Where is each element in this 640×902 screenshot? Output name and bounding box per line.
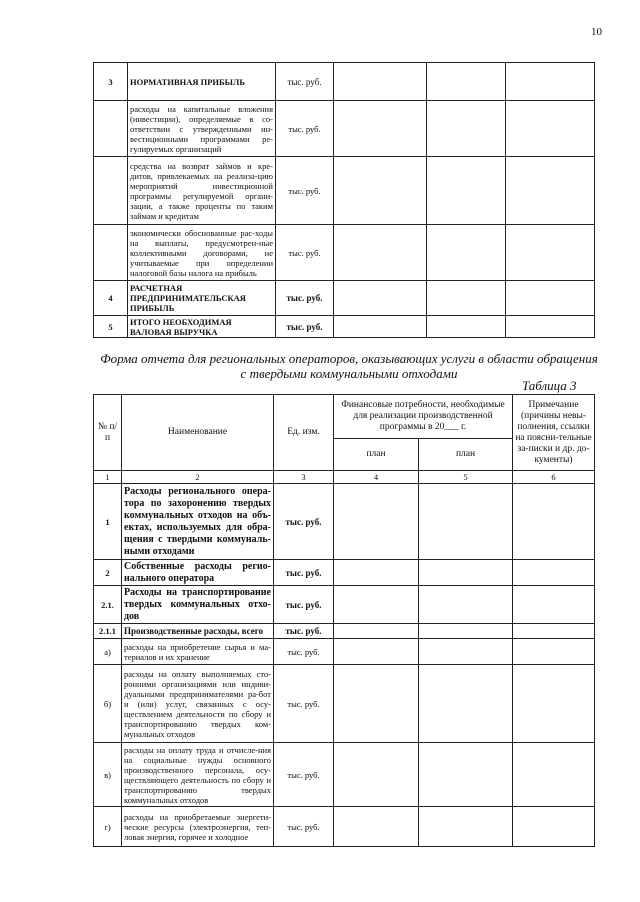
row-number: 5 (94, 316, 128, 338)
row-name: расходы на оплату труда и отчисле-ния на социальные нужды основного производственного персонала, осу-ществляющего деятельность по сбору и транспортированию твердых коммунальных отходов (122, 743, 274, 807)
row-number: 1 (94, 484, 122, 560)
table-row (94, 560, 595, 586)
header-note: Примечание (причины невы-полнения, ссылки на поясни-тельные за-писки и др. до-кументы) (513, 395, 595, 471)
row-name: средства на возврат займов и кре-дитов, привлекаемых на реализа-цию мероприятий инвестиционной программы регулируемой органи-зации, а также проценты по таким займам и кредитам (128, 157, 276, 225)
header-row (94, 395, 595, 439)
row-unit: тыс. руб. (274, 484, 334, 560)
row-number: а) (94, 639, 122, 665)
row-unit: тыс. руб. (274, 743, 334, 807)
row-name: экономически обоснованные рас-ходы на выплаты, предусмотрен-ные коллективными договорами, не учитываемые при определении налоговой базы налога на прибыль (128, 225, 276, 281)
row-number: 2.1.1 (94, 624, 122, 639)
table-row (94, 484, 595, 560)
col-number: 4 (334, 471, 419, 484)
row-number: в) (94, 743, 122, 807)
header-unit: Ед. изм. (274, 395, 334, 471)
row-name: Расходы на транспортирование твердых коммунальных отхо-дов (122, 586, 274, 624)
row-number: б) (94, 665, 122, 743)
table-row (94, 316, 595, 338)
row-name: расходы на приобретение сырья и ма-териалов и их хранение (122, 639, 274, 665)
row-unit: тыс. руб. (276, 157, 334, 225)
table-row (94, 665, 595, 743)
col-number: 1 (94, 471, 122, 484)
header-finance: Финансовые потребности, необходимые для реализации производственной программы в 20___ г. (334, 395, 513, 439)
table-3 (93, 394, 595, 847)
row-unit: тыс. руб. (274, 560, 334, 586)
column-numbers-row (94, 471, 595, 484)
row-name: НОРМАТИВНАЯ ПРИБЫЛЬ (128, 63, 276, 101)
table-row (94, 624, 595, 639)
row-name: Производственные расходы, всего (122, 624, 274, 639)
table-row (94, 639, 595, 665)
row-name: Собственные расходы регио-нального оператора (122, 560, 274, 586)
row-unit: тыс. руб. (276, 316, 334, 338)
row-name: РАСЧЕТНАЯ ПРЕДПРИНИМАТЕЛЬСКАЯ ПРИБЫЛЬ (128, 281, 276, 316)
header-name: Наименование (122, 395, 274, 471)
row-number: 4 (94, 281, 128, 316)
col-number: 6 (513, 471, 595, 484)
table-row (94, 807, 595, 847)
table-row (94, 157, 595, 225)
page-number: 10 (591, 26, 602, 38)
header-plan-2: план (419, 439, 513, 471)
row-unit: тыс. руб. (276, 101, 334, 157)
table-row (94, 63, 595, 101)
header-num: № п/п (94, 395, 122, 471)
table-row (94, 281, 595, 316)
row-number: г) (94, 807, 122, 847)
row-unit: тыс. руб. (274, 586, 334, 624)
row-unit: тыс. руб. (274, 665, 334, 743)
row-name: расходы на приобретаемые энергети-ческие ресурсы (электроэнергия, теп-ловая энергия, горячее и холодное (122, 807, 274, 847)
row-name: ИТОГО НЕОБХОДИМАЯ ВАЛОВАЯ ВЫРУЧКА (128, 316, 276, 338)
row-name: расходы на оплату выполняемых сто-ронними организациями или индиви-дуальными предпринимателями ра-бот и (или) услуг, связанных с осу-ществлением деятельности по сбору и транспортированию твердых ком-мунальных отходов (122, 665, 274, 743)
row-unit: тыс. руб. (274, 624, 334, 639)
row-unit: тыс. руб. (274, 639, 334, 665)
col-number: 5 (419, 471, 513, 484)
table-row (94, 101, 595, 157)
row-unit: тыс. руб. (276, 63, 334, 101)
row-name: расходы на капитальные вложения (инвестиции), определяемые в со-ответствии с утвержденными ин-вестиционными программами ре-гулируемых организаций (128, 101, 276, 157)
row-unit: тыс. руб. (276, 225, 334, 281)
table-row (94, 743, 595, 807)
table-row (94, 225, 595, 281)
col-number: 2 (122, 471, 274, 484)
header-plan-1: план (334, 439, 419, 471)
row-name: Расходы регионального опера-тора по захоронению твердых коммунальных отходов на объ-ектах, используемых для обра-щения с твердыми коммуналь-ными отходами (122, 484, 274, 560)
form-heading: Форма отчета для региональных операторов, оказывающих услуги в области обращения с твердыми коммунальными отходами (100, 351, 598, 381)
table-row (94, 586, 595, 624)
row-number: 2 (94, 560, 122, 586)
table-normative-profit (93, 62, 595, 338)
table-caption: Таблица 3 (522, 378, 577, 393)
col-number: 3 (274, 471, 334, 484)
row-unit: тыс. руб. (274, 807, 334, 847)
row-number: 2.1. (94, 586, 122, 624)
row-unit: тыс. руб. (276, 281, 334, 316)
row-number: 3 (94, 63, 128, 101)
